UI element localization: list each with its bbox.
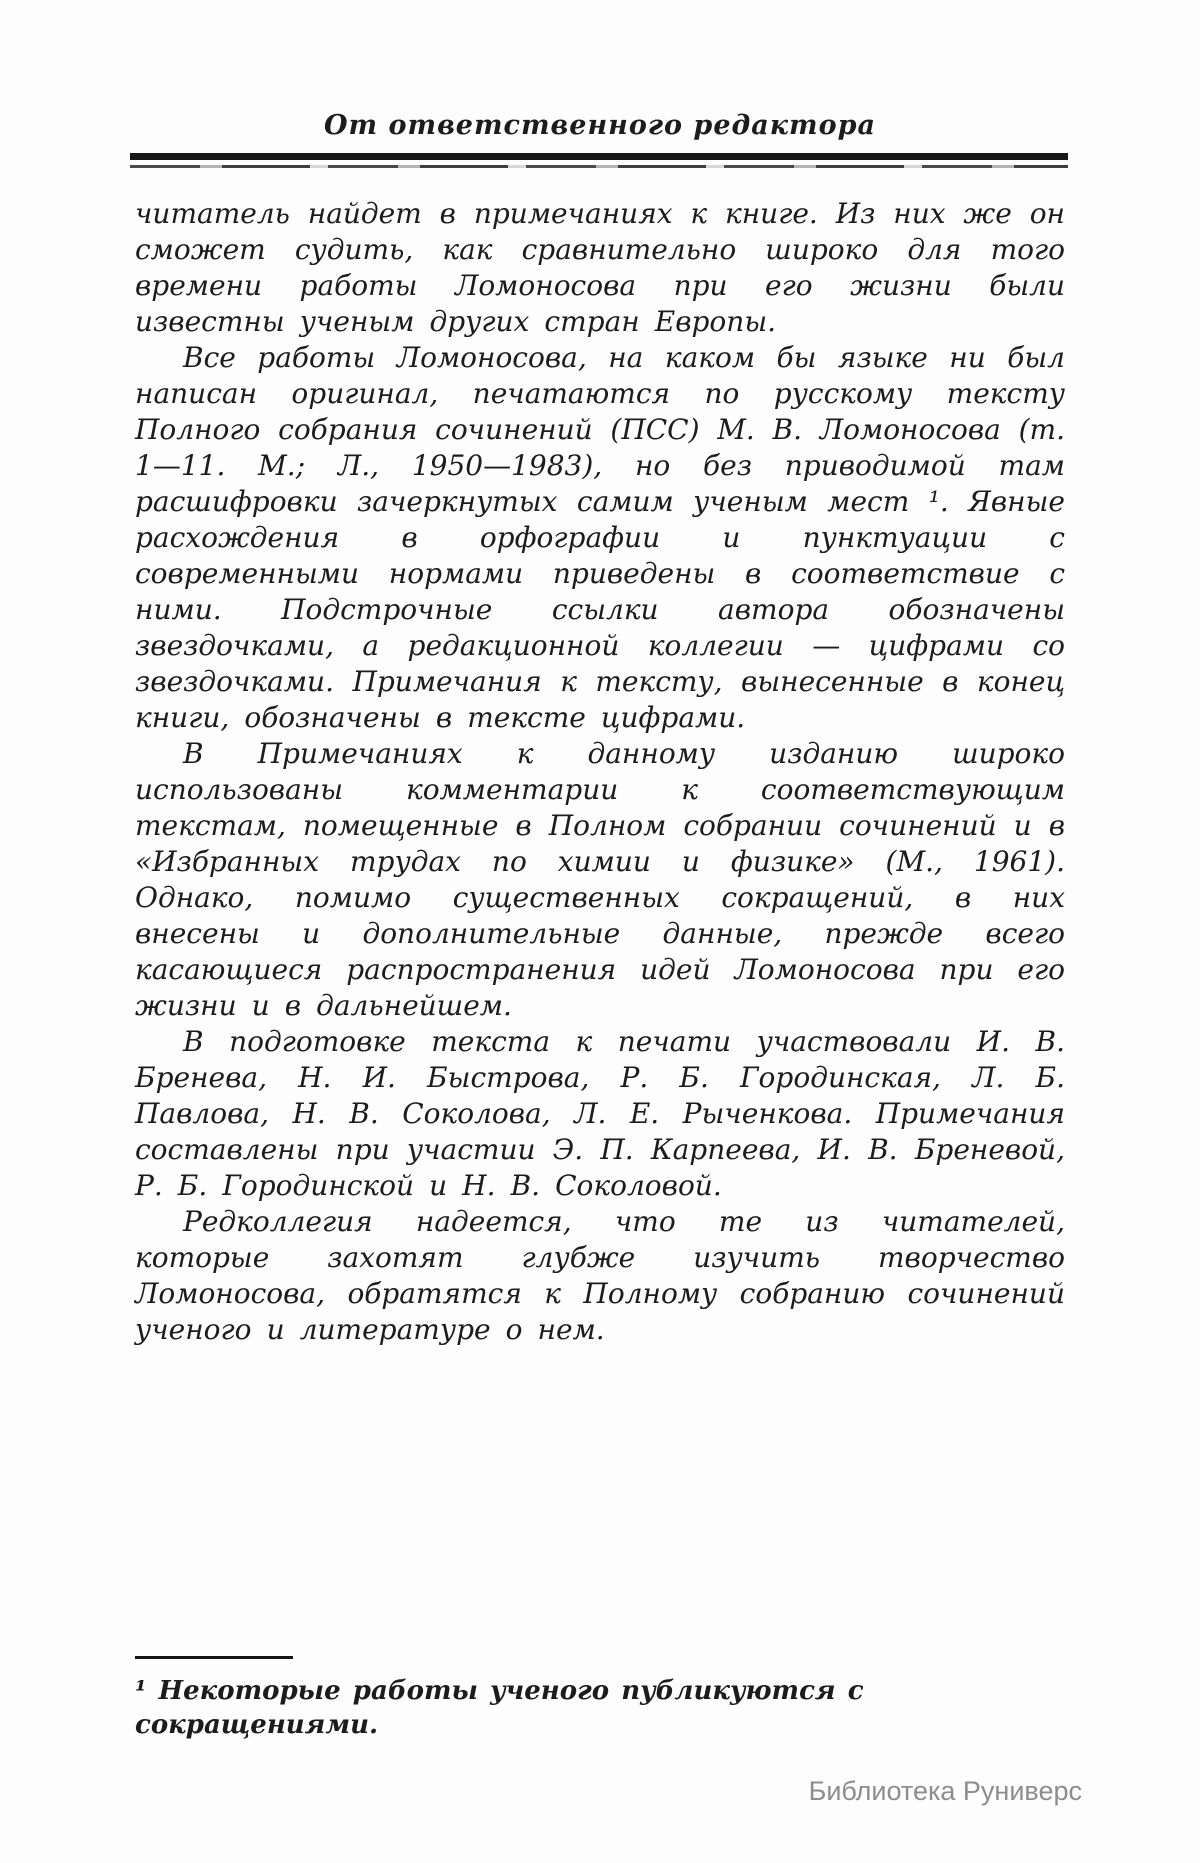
header-rule-thick [130,153,1068,160]
footnote-rule [135,1656,293,1659]
paragraph: Редколлегия надеется, что те из читателей, которые захотят глубже изучить творчество Ломоносова, обратятся к Полному собранию сочинений ученого и литературе о нем. [135,1205,1065,1346]
running-header: От ответственного редактора [324,110,876,141]
footnote: ¹ Некоторые работы ученого публикуются с сокращениями. [135,1676,864,1740]
paragraph: Все работы Ломоносова, на каком бы языке ни был написан оригинал, печатаются по русскому тексту Полного собрания сочинений (ПСС) М. В. Ломоносова (т. 1—11. М.; Л., 1950—1983), но без приводимой там расшифровки зачеркнутых самим ученым мест ¹. Явные расхождения в орфографии и пунктуации с современными нормами приведены в соответствие с ними. Подстрочные ссылки автора обозначены звездочками, а редакционной коллегии — цифрами со звездочками. Примечания к тексту, вынесенные в конец книги, обозначены в тексте цифрами. [135,341,1065,734]
page-body [135,196,1065,1348]
paragraph: читатель найдет в примечаниях к книге. Из них же он сможет судить, как сравнительно широко для того времени работы Ломоносова при его жизни были известны ученым других стран Европы. [135,197,1065,338]
paragraph: В подготовке текста к печати участвовали И. В. Бренева, Н. И. Быстрова, Р. Б. Городинская, Л. Б. Павлова, Н. В. Соколова, Л. Е. Рыченкова. Примечания составлены при участии Э. П. Карпеева, И. В. Бреневой, Р. Б. Городинской и Н. В. Соколовой. [135,1025,1065,1202]
header-rule-thin [130,165,1068,168]
paragraph: В Примечаниях к данному изданию широко использованы комментарии к соответствующим текстам, помещенные в Полном собрании сочинений и в «Избранных трудах по химии и физике» (М., 1961). Однако, помимо существенных сокращений, в них внесены и дополнительные данные, прежде всего касающиеся распространения идей Ломоносова при его жизни и в дальнейшем. [135,737,1065,1022]
library-watermark: Библиотека Руниверс [808,1776,1082,1806]
